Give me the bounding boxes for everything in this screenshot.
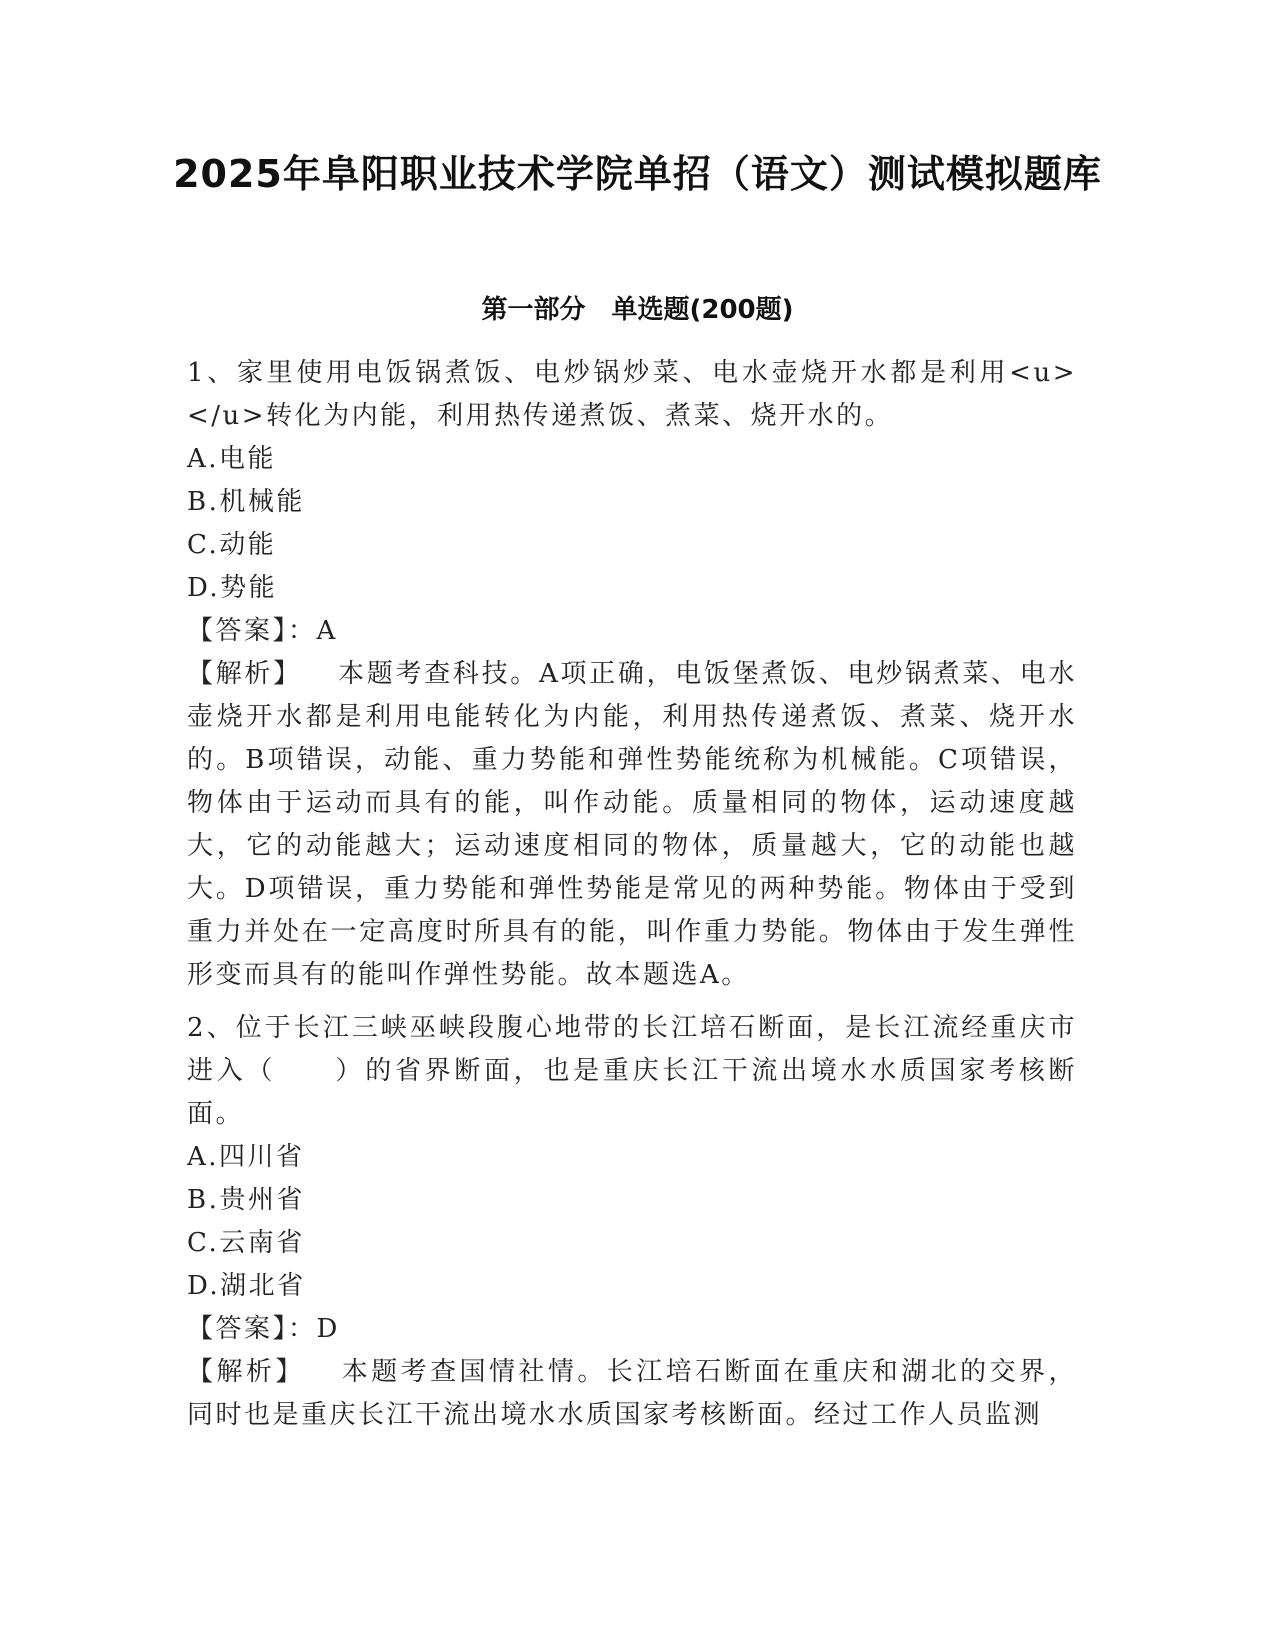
option-c: C.云南省 [187,1228,305,1258]
question-stem: 2、位于长江三峡巫峡段腹心地带的长江培石断面，是长江流经重庆市进入（ ）的省界断面，也是重庆长江干流出境水水质国家考核断面。 [187,1013,1077,1129]
option-a: A.四川省 [187,1142,305,1172]
explanation-label: 【解析】 [187,1357,305,1387]
option-c: C.动能 [187,530,277,560]
explanation [187,1351,1077,1437]
section-title: 第一部分 单选题(200题) [481,295,794,325]
option-d: D.势能 [187,573,278,603]
explanation [187,653,1077,997]
option-b: B.机械能 [187,487,305,517]
option-d: D.湖北省 [187,1271,306,1301]
answer-line [187,1308,1077,1351]
explanation-text: 本题考查国情社情。长江培石断面在重庆和湖北的交界，同时也是重庆长江干流出境水水质国家考核断面。经过工作人员监测 [187,1357,1077,1430]
explanation-text: 本题考查科技。A项正确，电饭堡煮饭、电炒锅煮菜、电水壶烧开水都是利用电能转化为内能，利用热传递煮饭、煮菜、烧开水的。B项错误，动能、重力势能和弹性势能统称为机械能。C项错误，物体由于运动而具有的能，叫作动能。质量相同的物体，运动速度越大，它的动能越大；运动速度相同的物体，质量越大，它的动能也越大。D项错误，重力势能和弹性势能是常见的两种势能。物体由于受到重力并处在一定高度时所具有的能，叫作重力势能。物体由于发生弹性形变而具有的能叫作弹性势能。故本题选A。 [187,659,1077,990]
question-stem: 1、家里使用电饭锅煮饭、电炒锅炒菜、电水壶烧开水都是利用<u></u>转化为内能，利用热传递煮饭、煮菜、烧开水的。 [187,358,1077,431]
question-list [187,352,1077,1447]
explanation-label: 【解析】 [187,659,302,689]
option-b: B.贵州省 [187,1185,305,1215]
document-title: 2025年阜阳职业技术学院单招（语文）测试模拟题库 [173,152,1102,196]
answer-line [187,610,1077,653]
question-item [187,352,1077,997]
option-a: A.电能 [187,444,277,474]
answer-label: 【答案】： [187,1314,317,1344]
question-item [187,1007,1077,1437]
answer-value: A [316,616,338,646]
answer-label: 【答案】： [187,616,317,646]
answer-value: D [316,1314,340,1344]
